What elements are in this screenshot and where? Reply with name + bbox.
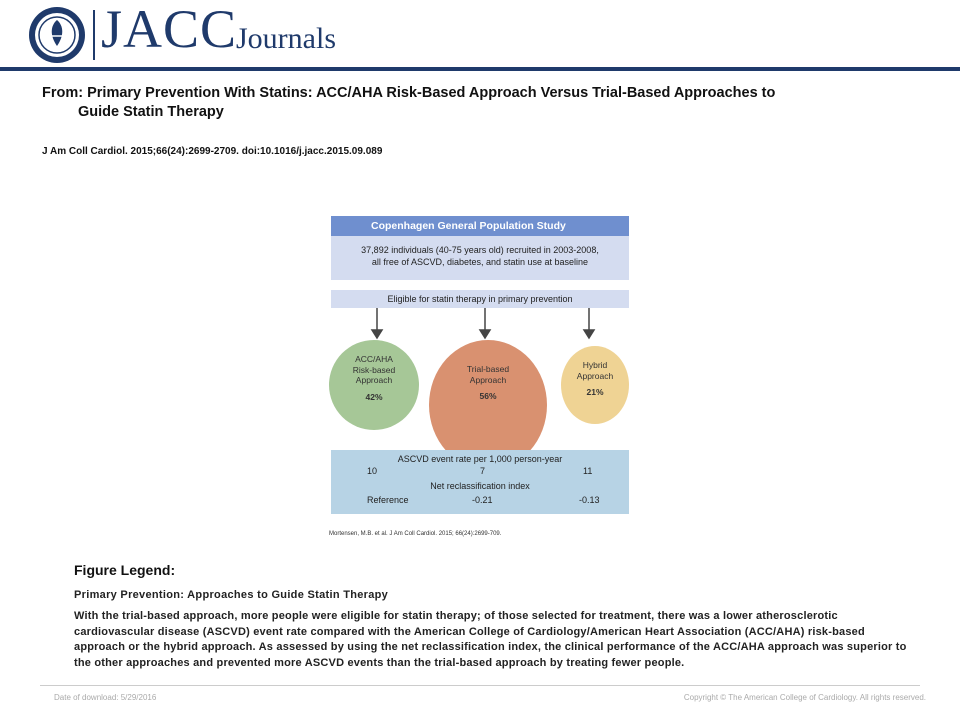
approach-label: Risk-based (352, 364, 396, 375)
nri-label: Net reclassification index (430, 481, 530, 491)
approach-label: Hybrid (582, 360, 608, 370)
nri-trial: -0.21 (472, 495, 493, 505)
approach-label: Approach (576, 370, 614, 381)
approach-label: ACC/AHA (355, 354, 393, 364)
article-title (42, 84, 902, 122)
event-rate-trial: 7 (480, 466, 486, 476)
approach-label: Approach (469, 374, 507, 385)
approach-percentage: 21% (586, 387, 604, 397)
approach-percentage: 42% (365, 391, 383, 402)
figure-credit: Mortensen, M.B. et al. J Am Coll Cardiol. 2015; 66(24):2699-709. (329, 531, 502, 537)
figure-title: Copenhagen General Population Study (331, 216, 629, 236)
footer-rule (40, 685, 920, 686)
approach-label: Trial-based (466, 364, 510, 374)
article-citation: J Am Coll Cardiol. 2015;66(24):2699-2709. doi:10.1016/j.jacc.2015.09.089 (42, 146, 383, 157)
header-rule (0, 67, 960, 71)
brand-journals[interactable]: Journals (236, 22, 336, 55)
acc-aha-approach-circle (329, 340, 419, 430)
figure-description (331, 236, 629, 280)
brand-name[interactable]: JACC (101, 0, 238, 59)
nri-hybrid: -0.13 (579, 495, 600, 505)
approach-percentage: 56% (479, 391, 497, 401)
legend-body: With the trial-based approach, more people were eligible for statin therapy; of those selected for treatment, there was a lower atherosclerotic cardiovascular disease (ASCVD) event rate compared with the American College of Cardiology/American Heart Association (ACC/AHA) risk-based approach or the hybrid approach. As assessed by using the net reclassification index, the clinical performance of the ACC/AHA approach was superior to the other approaches and prevented more ASCVD events than the trial-based approach by treating fewer people. (74, 610, 907, 669)
logo-divider (93, 10, 95, 60)
hybrid-approach-circle (561, 346, 629, 424)
approach-label: Approach (355, 375, 393, 385)
article-title-line1: From: Primary Prevention With Statins: ACC/AHA Risk-Based Approach Versus Trial-Based Approaches to (42, 85, 776, 101)
event-rate-label: ASCVD event rate per 1,000 person-year (397, 454, 563, 464)
flow-arrows (325, 308, 635, 342)
legend-subtitle: Primary Prevention: Approaches to Guide Statin Therapy (74, 589, 389, 601)
results-panel (331, 450, 629, 514)
copyright: Copyright © The American College of Cardiology. All rights reserved. (683, 693, 926, 702)
figure-description-line2: all free of ASCVD, diabetes, and statin use at baseline (371, 257, 589, 267)
legend-heading: Figure Legend: (74, 562, 176, 578)
event-rate-hybrid: 11 (583, 466, 593, 476)
download-date: Date of download: 5/29/2016 (54, 693, 157, 702)
article-title-line2: Guide Statin Therapy (78, 104, 224, 120)
college-seal-icon (28, 6, 86, 64)
header (0, 0, 960, 68)
figure-description-line1: 37,892 individuals (40-75 years old) recruited in 2003-2008, (361, 245, 599, 255)
nri-acc-aha: Reference (367, 495, 409, 505)
study-figure (325, 212, 635, 542)
event-rate-acc-aha: 10 (367, 466, 378, 476)
eligibility-bar: Eligible for statin therapy in primary prevention (331, 290, 629, 308)
